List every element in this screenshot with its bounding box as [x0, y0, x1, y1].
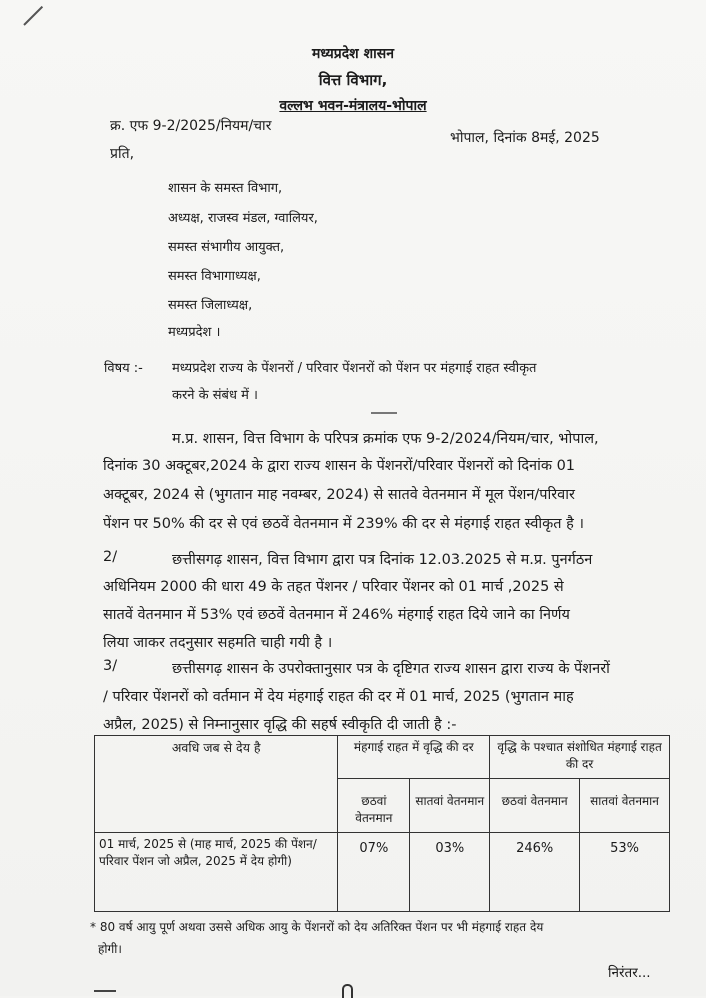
- header-period: अवधि जब से देय है: [95, 736, 338, 833]
- subheader-6th-pay: छठवां वेतनमान: [338, 779, 410, 833]
- para3-line: छत्तीसगढ़ शासन के उपरोक्तानुसार पत्र के दृष्टिगत राज्य शासन द्वारा राज्य के पेंशनरों: [172, 661, 610, 677]
- para2-number: 2/: [103, 549, 118, 565]
- row-period: 01 मार्च, 2025 से (माह मार्च, 2025 की पेंशन/परिवार पेंशन जो अप्रैल, 2025 में देय होगी): [95, 833, 338, 912]
- separator-dash: [371, 412, 397, 414]
- row-revised-6th: 246%: [490, 833, 580, 912]
- footnote-line: होगी।: [98, 942, 122, 956]
- recipient-item: समस्त विभागाध्यक्ष,: [168, 269, 261, 284]
- header-government: मध्यप्रदेश शासन: [312, 46, 394, 62]
- subject-line: करने के संबंध में ।: [172, 388, 258, 403]
- para3-line: अप्रैल, 2025) से निम्नानुसार वृद्धि की सहर्ष स्वीकृति दी जाती है :-: [103, 717, 457, 733]
- place-date: भोपाल, दिनांक 8मई, 2025: [450, 130, 600, 146]
- para2-line: छत्तीसगढ़ शासन, वित्त विभाग द्वारा पत्र दिनांक 12.03.2025 से म.प्र. पुनर्गठन: [172, 552, 593, 568]
- subject-line: मध्यप्रदेश राज्य के पेंशनरों / परिवार पेंशनरों को पेंशन पर मंहगाई राहत स्वीकृत: [172, 361, 537, 376]
- row-increase-6th: 07%: [338, 833, 410, 912]
- subheader-6th-pay: छठवां वेतनमान: [490, 779, 580, 833]
- para1-line: दिनांक 30 अक्टूबर,2024 के द्वारा राज्य शासन के पेंशनरों/परिवार पेंशनरों को दिनांक 01: [103, 458, 576, 474]
- recipient-item: अध्यक्ष, राजस्व मंडल, ग्वालियर,: [168, 211, 318, 226]
- table-row: [95, 833, 670, 912]
- para1-line: अक्टूबर, 2024 से (भुगतान माह नवम्बर, 2024) से सातवे वेतनमान में मूल पेंशन/परिवार: [103, 487, 575, 503]
- row-revised-7th: 53%: [580, 833, 670, 912]
- para1-line: पेंशन पर 50% की दर से एवं छठवें वेतनमान में 239% की दर से मंहगाई राहत स्वीकृत है ।: [103, 516, 584, 532]
- subject-label: विषय :-: [104, 361, 143, 376]
- para2-line: अधिनियम 2000 की धारा 49 के तहत पेंशनर / परिवार पेंशनर को 01 मार्च ,2025 से: [103, 579, 564, 595]
- para1-line: म.प्र. शासन, वित्त विभाग के परिपत्र क्रमांक एफ 9-2/2024/नियम/चार, भोपाल,: [172, 431, 599, 447]
- header-address: [0, 96, 706, 115]
- subheader-7th-pay: सातवां वेतनमान: [410, 779, 490, 833]
- relief-rate-table: [94, 735, 670, 912]
- recipient-item: शासन के समस्त विभाग,: [168, 181, 283, 196]
- footnote-line: * 80 वर्ष आयु पूर्ण अथवा उससे अधिक आयु के पेंशनरों को देय अतिरिक्त पेंशन पर भी मंहगाई राहत देय: [90, 920, 544, 934]
- header-department: वित्त विभाग,: [318, 71, 388, 89]
- continued-label: निरंतर...: [608, 965, 651, 981]
- reference-number: क्र. एफ 9-2/2025/नियम/चार: [110, 118, 272, 134]
- scan-corner-mark: [23, 6, 43, 26]
- to-label: प्रति,: [110, 146, 135, 162]
- header-address-text: वल्लभ भवन-मंत्रालय-भोपाल: [279, 98, 427, 114]
- para3-line: / परिवार पेंशनरों को वर्तमान में देय मंहगाई राहत की दर में 01 मार्च, 2025 (भुगतान माह: [103, 689, 574, 705]
- recipient-item: मध्यप्रदेश ।: [168, 325, 221, 340]
- row-increase-7th: 03%: [410, 833, 490, 912]
- subheader-7th-pay: सातवां वेतनमान: [580, 779, 670, 833]
- para2-line: सातवें वेतनमान में 53% एवं छठवें वेतनमान में 246% मंहगाई राहत दिये जाने का निर्णय: [103, 607, 570, 623]
- recipient-item: समस्त जिलाध्यक्ष,: [168, 298, 253, 313]
- header-revised-rate: वृद्धि के पश्चात संशोधित मंहगाई राहत की दर: [490, 736, 670, 779]
- recipient-item: समस्त संभागीय आयुक्त,: [168, 240, 285, 255]
- page-bottom-dash: [94, 990, 116, 992]
- para2-line: लिया जाकर तदनुसार सहमति चाही गयी है ।: [103, 635, 333, 651]
- table-header-row: [95, 736, 670, 779]
- header-increase-rate: मंहगाई राहत में वृद्धि की दर: [338, 736, 490, 779]
- para3-number: 3/: [103, 658, 118, 674]
